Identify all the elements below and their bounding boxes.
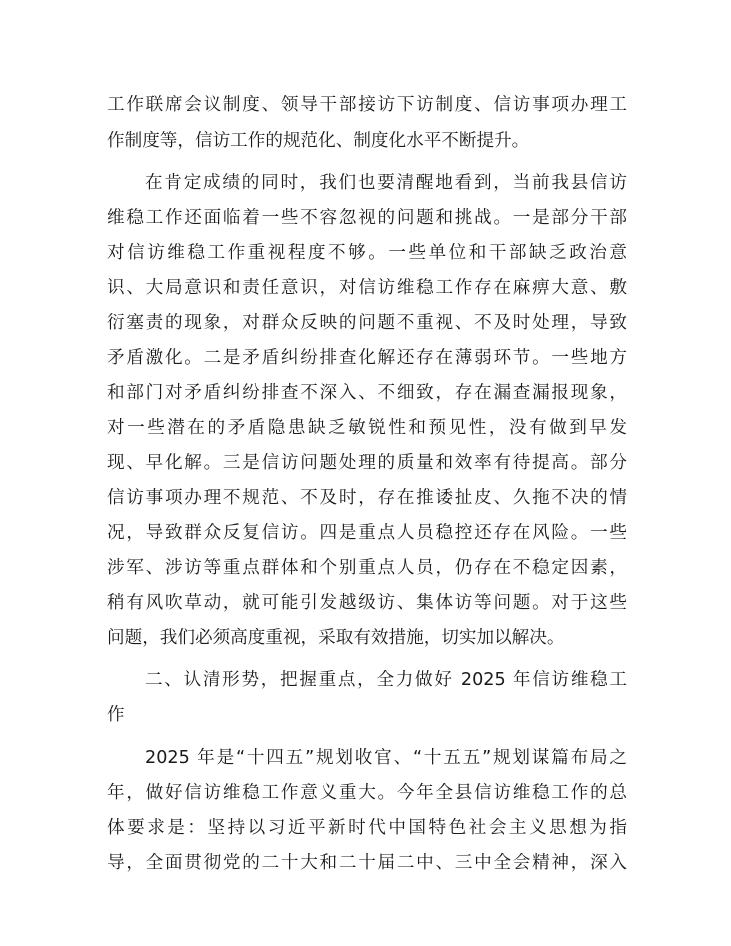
text-line: 导，全面贯彻党的二十大和二十届二中、三中全会精神，深入: [107, 853, 627, 873]
text-line: 识、大局意识和责任意识，对信访维稳工作存在麻痹大意、敷: [107, 278, 627, 298]
text-line: 涉军、涉访等重点群体和个别重点人员，仍存在不稳定因素，: [107, 558, 627, 578]
text-line: 稍有风吹草动，就可能引发越级访、集体访等问题。对于这些: [107, 593, 627, 613]
section-heading-continued: 作: [107, 705, 125, 725]
text-line: 信访事项办理不规范、不及时，存在推诿扯皮、久拖不决的情: [107, 488, 627, 508]
text-line: 况，导致群众反复信访。四是重点人员稳控还存在风险。一些: [107, 523, 627, 543]
text-line: 作制度等，信访工作的规范化、制度化水平不断提升。: [107, 131, 530, 151]
text-line: 体要求是：坚持以习近平新时代中国特色社会主义思想为指: [107, 818, 627, 838]
paragraph-first-line: 2025 年是“十四五”规划收官、“十五五”规划谋篇布局之: [145, 748, 627, 768]
text-line: 工作联席会议制度、领导干部接访下访制度、信访事项办理工: [107, 95, 627, 115]
text-line: 对一些潜在的矛盾隐患缺乏敏锐性和预见性，没有做到早发: [107, 418, 627, 438]
section-heading: 二、认清形势，把握重点，全力做好 2025 年信访维稳工: [145, 670, 627, 690]
text-line: 对信访维稳工作重视程度不够。一些单位和干部缺乏政治意: [107, 243, 627, 263]
text-line: 年，做好信访维稳工作意义重大。今年全县信访维稳工作的总: [107, 783, 627, 803]
text-line: 矛盾激化。二是矛盾纠纷排查化解还存在薄弱环节。一些地方: [107, 348, 627, 368]
text-line: 和部门对矛盾纠纷排查不深入、不细致，存在漏查漏报现象，: [107, 383, 627, 403]
paragraph-first-line: 在肯定成绩的同时，我们也要清醒地看到，当前我县信访: [145, 173, 627, 193]
text-line: 现、早化解。三是信访问题处理的质量和效率有待提高。部分: [107, 453, 627, 473]
text-line: 维稳工作还面临着一些不容忽视的问题和挑战。一是部分干部: [107, 208, 627, 228]
text-line: 问题，我们必须高度重视，采取有效措施，切实加以解决。: [107, 628, 565, 648]
text-line: 衍塞责的现象，对群众反映的问题不重视、不及时处理，导致: [107, 313, 627, 333]
